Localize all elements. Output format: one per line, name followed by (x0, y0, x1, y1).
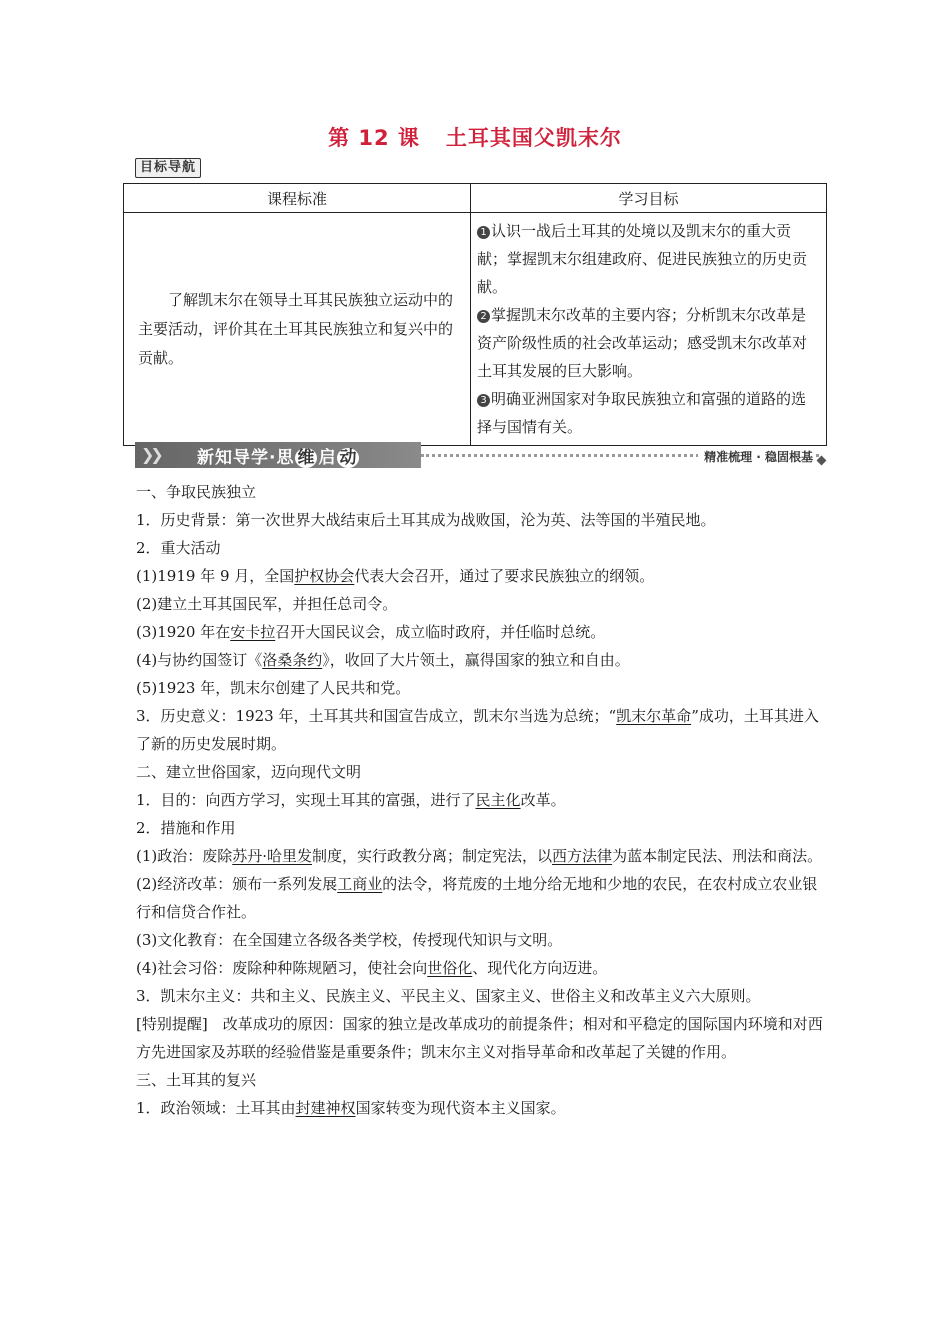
section-badge-goals: 目标导航 (135, 158, 201, 178)
goal-item: 3 明确亚洲国家对争取民族独立和富强的道路的选择与国情有关。 (477, 390, 807, 436)
keyword: 民主化 (475, 791, 521, 809)
section-banner (135, 442, 825, 468)
paragraph: 2．重大活动 (136, 539, 221, 557)
paragraph: (3)1920 年在安卡拉召开大国民议会，成立临时政府，并任临时总统。 (136, 623, 606, 641)
banner-title: 新知导学·思 维 启 动 (197, 448, 358, 468)
keyword: 苏丹·哈里发 (232, 847, 313, 865)
table-header-row (124, 184, 827, 213)
paragraph: 1．历史背景：第一次世界大战结束后土耳其成为战败国，沦为英、法等国的半殖民地。 (136, 511, 716, 529)
header-standard: 课程标准 (124, 184, 471, 213)
paragraph: 1．政治领域：土耳其由封建神权国家转变为现代资本主义国家。 (136, 1099, 566, 1117)
paragraph: (1)政治：废除苏丹·哈里发制度，实行政教分离；制定宪法，以西方法律为蓝本制定民法、刑法和商法。 (136, 847, 823, 865)
standard-cell (124, 213, 471, 446)
keyword: 护权协会 (294, 567, 355, 585)
section-heading: 二、建立世俗国家，迈向现代文明 (136, 763, 362, 781)
section-heading: 三、土耳其的复兴 (136, 1071, 257, 1089)
paragraph: (2)建立土耳其国民军，并担任总司令。 (136, 595, 398, 613)
paragraph: 3．历史意义：1923 年，土耳其共和国宣告成立，凯末尔当选为总统；“凯末尔革命”成功，土耳其进入了新的历史发展时期。 (136, 707, 819, 753)
goal-item: 1 认识一战后土耳其的处境以及凯末尔的重大贡献；掌握凯末尔组建政府、促进民族独立的历史贡献。 (477, 222, 808, 296)
banner-subtitle: 精准梳理 · 稳固根基 (698, 448, 813, 465)
diamond-icon (817, 456, 827, 466)
number-badge-icon: 3 (477, 394, 490, 407)
main-content (136, 478, 826, 1122)
paragraph: 3．凯末尔主义：共和主义、民族主义、平民主义、国家主义、世俗主义和改革主义六大原则。 (136, 987, 761, 1005)
keyword: 安卡拉 (230, 623, 276, 641)
paragraph: (4)与协约国签订《洛桑条约》，收回了大片领土，赢得国家的独立和自由。 (136, 651, 630, 669)
chevron-right-icon: ❯❯ (141, 445, 160, 464)
keyword: 凯末尔革命 (616, 707, 692, 725)
paragraph: (4)社会习俗：废除种种陈规陋习，使社会向世俗化、现代化方向迈进。 (136, 959, 608, 977)
keyword: 洛桑条约 (262, 651, 323, 669)
goal-item: 2 掌握凯末尔改革的主要内容；分析凯末尔改革是资产阶级性质的社会改革运动；感受凯末尔改革对土耳其发展的巨大影响。 (477, 306, 808, 380)
page-title: 第 12 课 土耳其国父凯末尔 (328, 126, 622, 150)
keyword: 封建神权 (295, 1099, 356, 1117)
special-note: [特别提醒] 改革成功的原因：国家的独立是改革成功的前提条件；相对和平稳定的国际国内环境和对西方先进国家及苏联的经验借鉴是重要条件；凯末尔主义对指导革命和改革起了关键的作用。 (136, 1015, 823, 1061)
goals-cell (471, 213, 827, 446)
paragraph: 2．措施和作用 (136, 819, 236, 837)
paragraph: 1．目的：向西方学习，实现土耳其的富强，进行了民主化改革。 (136, 791, 566, 809)
paragraph: (5)1923 年，凯末尔创建了人民共和党。 (136, 679, 411, 697)
header-goals: 学习目标 (471, 184, 827, 213)
table-row (124, 213, 827, 446)
paragraph: (3)文化教育：在全国建立各级各类学校，传授现代知识与文明。 (136, 931, 563, 949)
keyword: 世俗化 (427, 959, 473, 977)
goals-table (123, 183, 827, 446)
paragraph: (1)1919 年 9 月，全国护权协会代表大会召开，通过了要求民族独立的纲领。 (136, 567, 655, 585)
section-heading: 一、争取民族独立 (136, 483, 257, 501)
keyword: 西方法律 (552, 847, 613, 865)
paragraph: (2)经济改革：颁布一系列发展工商业的法令，将荒废的土地分给无地和少地的农民，在农村成立农业银行和信贷合作社。 (136, 875, 818, 921)
number-badge-icon: 2 (477, 310, 490, 323)
standard-text: 了解凯末尔在领导土耳其民族独立运动中的主要活动，评价其在土耳其民族独立和复兴中的贡献。 (138, 290, 454, 367)
keyword: 工商业 (337, 875, 383, 893)
number-badge-icon: 1 (477, 226, 490, 239)
